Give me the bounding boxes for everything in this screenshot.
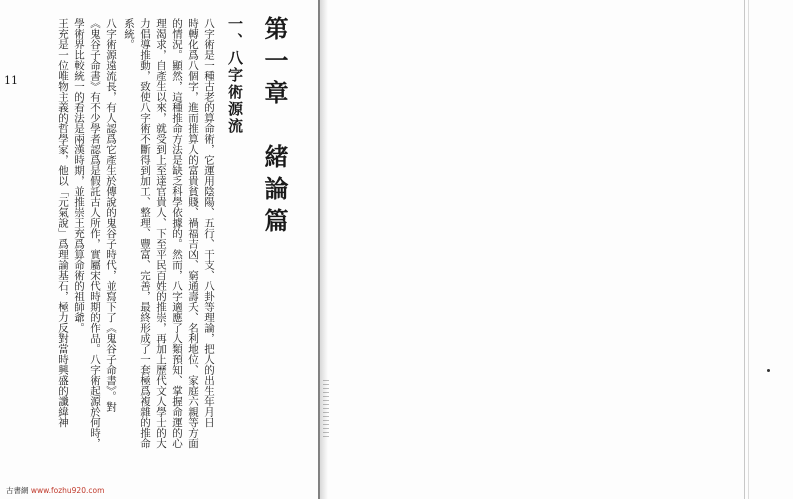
text-column: 八字術源遠流長，有人認爲它產生於傳說的鬼谷子時代，並寫下了《鬼谷子命書》。對 (105, 18, 117, 412)
text-column: 八字術是一種古老的算命術，它運用陰陽、五行、干支、八卦等理論，把人的出生年月日 (203, 18, 215, 428)
watermark-footer (6, 485, 104, 496)
scan-speck (767, 369, 770, 372)
footer-url[interactable]: www.fozhu920.com (30, 486, 105, 495)
text-column: 王充是一位唯物主義的哲學家，他以「元氣說」爲理論基石，極力反對當時興盛的讖緯神 (57, 18, 69, 428)
text-column: 理渴求，自產生以來，就受到上至達官貴人、下至平民百姓的推崇，再加上歷代文人學士的大 (155, 18, 167, 449)
page-edge (744, 0, 745, 499)
page-edge (748, 0, 749, 499)
section-title: 一、八字術源流 (226, 16, 244, 135)
text-column: 力倡導推動，致使八字術不斷得到加工、整理、豐富、完善，最終形成了一套極爲複雜的推命 (139, 18, 151, 449)
footer-prefix: 古書網 (6, 486, 29, 495)
text-column: 系統。 (123, 18, 135, 50)
chapter-title: 第一章 緒論篇 (260, 16, 289, 240)
page-number: 11 (4, 74, 18, 87)
text-column: 學術界比較統一的看法是兩漢時期，並推崇王充爲算命術的祖師爺。 (73, 18, 85, 333)
text-column: 的情況。顯然，這種推命方法是缺乏科學依據的。然而，八字適應了人類預知、掌握命運的心 (171, 18, 183, 449)
text-column: 《鬼谷子命書》有不少學者認爲是假託古人所作，實屬宋代時期的作品。八字術起源於何時， (89, 18, 101, 449)
text-column: 時轉化爲八個字，進而推算人的富貴貧賤、禍福吉凶、窮通壽夭、名利地位、家庭六親等方面 (187, 18, 199, 449)
scan-artifact (323, 380, 329, 440)
